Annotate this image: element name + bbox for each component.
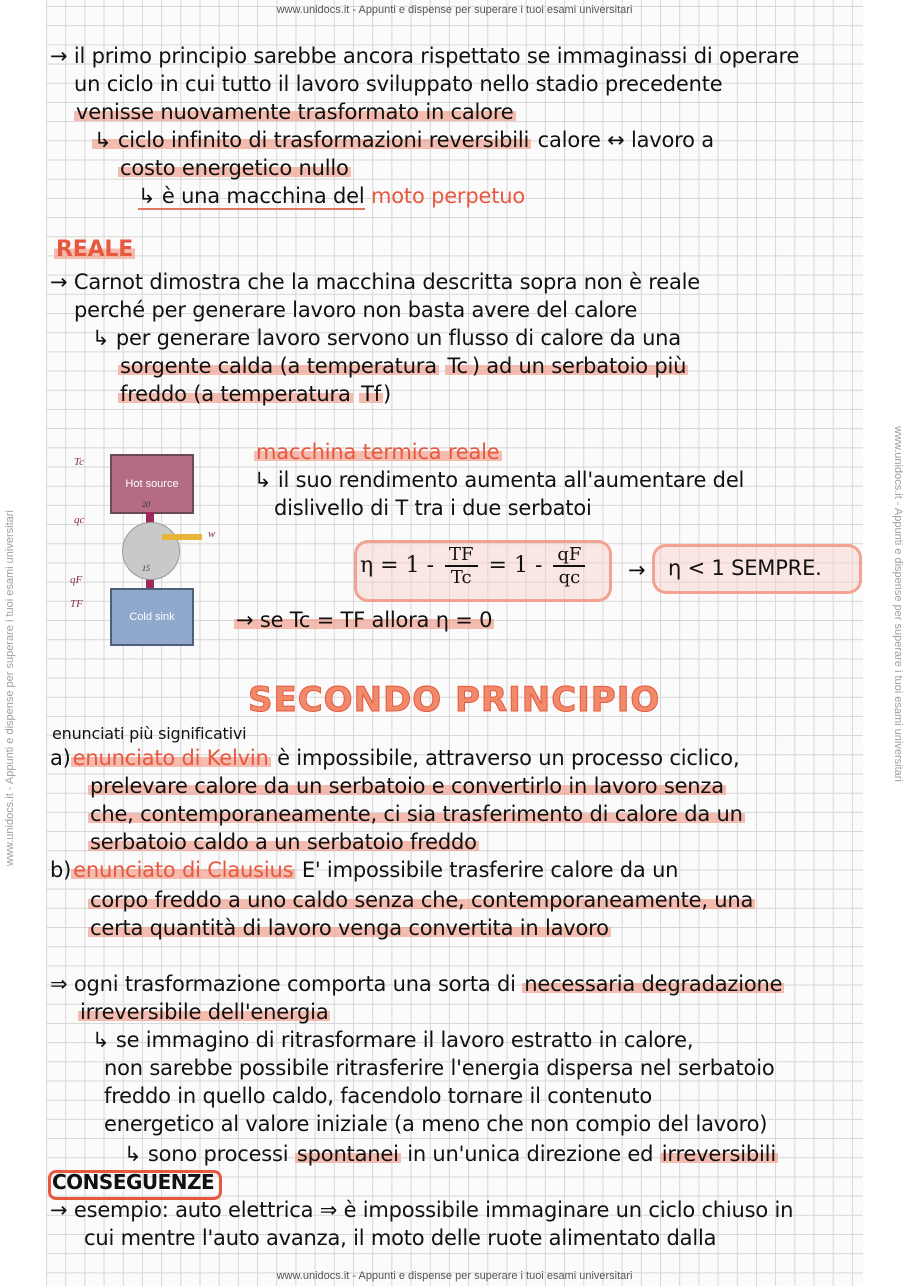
clausius-text2: corpo freddo a uno caldo senza che, contemporaneamente, una bbox=[90, 888, 754, 912]
moto-perpetuo: moto perpetuo bbox=[371, 184, 526, 208]
watermark-bottom: www.unidocs.it - Appunti e dispense per superare i tuoi esami universitari bbox=[276, 1270, 633, 1282]
para1-line6-text: ↳ è una macchina del bbox=[138, 184, 365, 208]
watermark-top: www.unidocs.it - Appunti e dispense per superare i tuoi esami universitari bbox=[276, 4, 633, 16]
para1-line4-tail: calore ↔ lavoro a bbox=[537, 128, 714, 152]
para1-line3-text: venisse nuovamente trasformato in calore bbox=[76, 100, 514, 124]
frac-t bbox=[445, 544, 478, 588]
label-15: 15 bbox=[142, 564, 150, 573]
kelvin-name: enunciato di Kelvin bbox=[72, 746, 269, 770]
ogni-line1 bbox=[50, 972, 784, 996]
heat-engine-diagram bbox=[62, 422, 232, 648]
ogni-line7-c: in un'unica direzione ed bbox=[407, 1142, 654, 1166]
clausius-line1 bbox=[50, 858, 678, 882]
reale-line5-a: freddo (a temperatura bbox=[120, 382, 351, 406]
enunciati-intro: enunciati più significativi bbox=[52, 724, 247, 743]
reale-heading bbox=[54, 238, 135, 262]
clausius-name: enunciato di Clausius bbox=[73, 858, 294, 882]
conseguenze-label: CONSEGUENZE bbox=[52, 1170, 215, 1194]
ogni-line1-a: ⇒ ogni trasformazione comporta una sorta di bbox=[50, 972, 516, 996]
cold-sink-box: Cold sink bbox=[110, 588, 194, 646]
kelvin-text4: serbatoio caldo a un serbatoio freddo bbox=[90, 830, 477, 854]
reale-line4-tc: Tc bbox=[447, 354, 468, 378]
frac-q-num: qF bbox=[553, 544, 585, 567]
reale-line1: → Carnot dimostra che la macchina descritta sopra non è reale bbox=[50, 270, 700, 294]
kelvin-label: a) bbox=[50, 746, 71, 770]
ogni-line7-a: ↳ sono processi bbox=[124, 1142, 289, 1166]
reale-line3: ↳ per generare lavoro servono un flusso di calore da una bbox=[92, 326, 681, 350]
para1-line1: → il primo principio sarebbe ancora rispettato se immaginassi di operare bbox=[50, 44, 800, 68]
watermark-right: www.unidocs.it - Appunti e dispense per superare i tuoi esami universitari bbox=[892, 426, 904, 782]
eta-lhs: η = 1 - bbox=[360, 553, 435, 578]
label-tf: TF bbox=[70, 598, 83, 610]
frac-t-num: TF bbox=[445, 544, 478, 567]
reale-line4-a: sorgente calda (a temperatura bbox=[120, 354, 437, 378]
macchina-title-text: macchina termica reale bbox=[256, 440, 500, 464]
condition-line bbox=[234, 608, 494, 632]
para1-line6 bbox=[138, 184, 525, 208]
ogni-line1-b: necessaria degradazione bbox=[524, 972, 783, 996]
work-arrow bbox=[162, 534, 202, 540]
para1-line2: un ciclo in cui tutto il lavoro sviluppato nello stadio precedente bbox=[74, 72, 723, 96]
clausius-text3: certa quantità di lavoro venga convertita in lavoro bbox=[90, 916, 609, 940]
frac-t-den: Tc bbox=[450, 567, 472, 588]
reale-heading-text: REALE bbox=[56, 237, 134, 262]
clausius-text1: E' impossibile trasferire calore da un bbox=[301, 858, 679, 882]
para1-line3 bbox=[74, 100, 516, 124]
conseguenze-line1: → esempio: auto elettrica ⇒ è impossibile immaginare un ciclo chiuso in bbox=[50, 1198, 794, 1222]
ogni-line7-b: spontanei bbox=[296, 1142, 399, 1166]
ogni-line6: energetico al valore iniziale (a meno che non compio del lavoro) bbox=[104, 1112, 768, 1136]
reale-line5-tf: Tf bbox=[361, 382, 381, 406]
para1-line5 bbox=[118, 156, 351, 180]
ogni-line3: ↳ se immagino di ritrasformare il lavoro estratto in calore, bbox=[92, 1028, 694, 1052]
clausius-label: b) bbox=[50, 858, 72, 882]
condition-text: → se Tc = TF allora η = 0 bbox=[236, 608, 493, 632]
clausius-line2 bbox=[88, 888, 755, 912]
ogni-line5: freddo in quello caldo, facendolo tornare il contenuto bbox=[104, 1084, 652, 1108]
kelvin-line4 bbox=[88, 830, 479, 854]
kelvin-text3: che, contemporaneamente, ci sia trasferimento di calore da un bbox=[90, 802, 743, 826]
hot-source-box: Hot source bbox=[110, 454, 194, 514]
ogni-line7-d: irreversibili bbox=[661, 1142, 776, 1166]
ogni-line4: non sarebbe possibile ritrasferire l'energia dispersa nel serbatoio bbox=[104, 1056, 775, 1080]
reale-line4 bbox=[118, 354, 688, 378]
clausius-line3 bbox=[88, 916, 611, 940]
watermark-left: www.unidocs.it - Appunti e dispense per superare i tuoi esami universitari bbox=[4, 510, 16, 866]
para1-line5-text: costo energetico nullo bbox=[120, 156, 349, 180]
ogni-line7 bbox=[124, 1142, 778, 1166]
conseguenze-line2: cui mentre l'auto avanza, il moto delle ruote alimentato dalla bbox=[84, 1226, 717, 1250]
ogni-line2 bbox=[78, 1000, 330, 1024]
label-20: 20 bbox=[142, 500, 150, 509]
secondo-principio-title: SECONDO PRINCIPIO bbox=[248, 680, 661, 720]
engine-wheel bbox=[122, 522, 180, 580]
kelvin-line2 bbox=[88, 774, 726, 798]
reale-line5-c: ) bbox=[382, 382, 391, 406]
macchina-line1: ↳ il suo rendimento aumenta all'aumentare del bbox=[254, 468, 745, 492]
macchina-title bbox=[254, 440, 502, 464]
macchina-line2: dislivello di T tra i due serbatoi bbox=[274, 496, 592, 520]
label-w: w bbox=[208, 528, 216, 540]
para1-line4-text: ↳ ciclo infinito di trasformazioni reversibili bbox=[94, 128, 530, 152]
efficiency-formula bbox=[360, 544, 589, 588]
reale-line2: perché per generare lavoro non basta avere del calore bbox=[74, 298, 638, 322]
kelvin-text1: è impossibile, attraverso un processo ciclico, bbox=[277, 746, 740, 770]
eta-always: η < 1 SEMPRE. bbox=[668, 556, 822, 580]
para1-line4 bbox=[92, 128, 714, 152]
reale-line5 bbox=[118, 382, 391, 406]
arrow-sempre: → bbox=[628, 558, 646, 582]
label-tc: Tc bbox=[74, 456, 84, 468]
frac-q-den: qc bbox=[558, 567, 581, 588]
kelvin-line3 bbox=[88, 802, 745, 826]
kelvin-line1 bbox=[50, 746, 739, 770]
label-qc: qc bbox=[74, 514, 85, 526]
eta-eq: = 1 - bbox=[488, 553, 543, 578]
ogni-line2-text: irreversibile dell'energia bbox=[80, 1000, 329, 1024]
reale-line4-c: ) ad un serbatoio più bbox=[471, 354, 687, 378]
kelvin-text2: prelevare calore da un serbatoio e convertirlo in lavoro senza bbox=[90, 774, 724, 798]
frac-q bbox=[553, 544, 585, 588]
label-qf: qF bbox=[70, 574, 83, 586]
